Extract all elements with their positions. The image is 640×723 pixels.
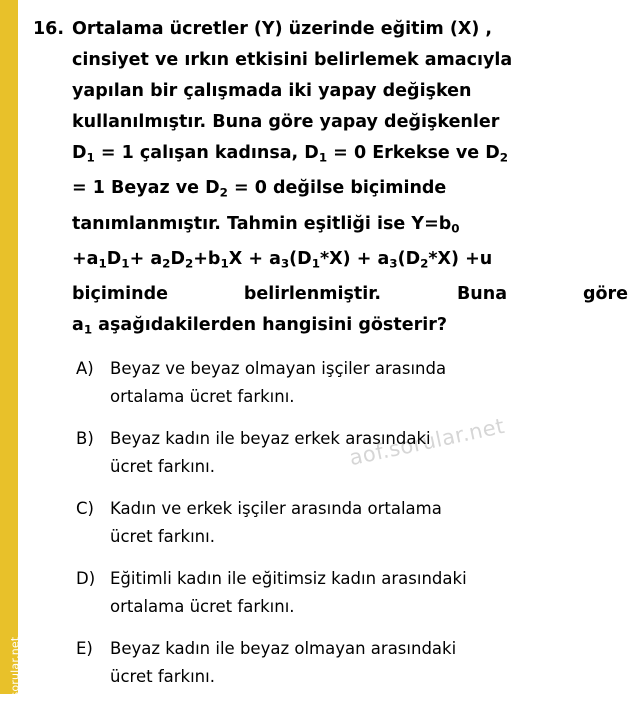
q8-i: +b <box>193 248 221 269</box>
question-number: 16. <box>32 19 64 39</box>
option-b[interactable] <box>76 425 628 481</box>
option-e-line-1: Beyaz kadın ile beyaz olmayan arasındaki <box>110 639 457 658</box>
question-line-3 <box>72 76 628 107</box>
option-c-line-2: ücret farkını. <box>110 527 215 546</box>
option-c[interactable] <box>76 495 628 551</box>
option-a-line-2: ortalama ücret farkını. <box>110 387 295 406</box>
q6-a: = 1 Beyaz ve D <box>72 178 220 199</box>
question-line-4-text: kullanılmıştır. Buna göre yapay değişkenler <box>72 112 500 132</box>
q10-c: aşağıdakilerden hangisini gösterir? <box>92 315 447 336</box>
q8-o: *X) + a <box>319 248 390 269</box>
q8-m: (D <box>289 248 312 269</box>
question-line-9-text: biçiminde belirlenmiştir. Buna göre <box>72 284 628 305</box>
q8-s: *X) +u <box>428 248 493 269</box>
q8-d: 1 <box>121 256 130 271</box>
q8-h: 2 <box>184 256 194 271</box>
question-line-6 <box>72 173 628 208</box>
q8-c: D <box>106 248 122 269</box>
q8-f: 2 <box>162 256 171 271</box>
page-edge-strip <box>0 0 22 719</box>
option-a[interactable] <box>76 355 628 411</box>
option-a-letter: A) <box>76 359 94 378</box>
q8-l: 3 <box>280 256 290 271</box>
q8-k: X + a <box>228 248 281 269</box>
option-b-letter: B) <box>76 429 94 448</box>
option-b-line-2: ücret farkını. <box>110 457 215 476</box>
edge-watermark-label: aof.sorular.net <box>8 636 22 719</box>
option-d-line-1: Eğitimli kadın ile eğitimsiz kadın arasındaki <box>110 569 467 588</box>
q8-q: (D <box>397 248 421 269</box>
q8-g: D <box>170 248 185 269</box>
option-e-letter: E) <box>76 639 93 658</box>
question-line-2 <box>72 45 628 76</box>
page-watermark: aof.sorular.net <box>347 413 507 471</box>
option-e-line-2: ücret farkını. <box>110 667 215 686</box>
option-a-line-1: Beyaz ve beyaz olmayan işçiler arasında <box>110 359 447 378</box>
question-line-10 <box>72 310 628 345</box>
option-b-line-1: Beyaz kadın ile beyaz erkek arasındaki <box>110 429 431 448</box>
q8-p: 3 <box>389 256 398 271</box>
question-line-2-text: cinsiyet ve ırkın etkisini belirlemek amacıyla <box>72 50 513 70</box>
option-b-text <box>110 425 628 481</box>
question-line-3-text: yapılan bir çalışmada iki yapay değişken <box>72 81 472 101</box>
q8-a: +a <box>72 248 99 269</box>
q7-a: tanımlanmıştır. Tahmin eşitliği ise Y=b <box>72 213 452 234</box>
q5-e: = 0 Erkekse ve D <box>327 143 500 163</box>
q7-sub1: 0 <box>451 220 460 235</box>
option-e-text <box>110 635 628 691</box>
option-d-line-2: ortalama ücret farkını. <box>110 597 295 616</box>
q8-b: 1 <box>98 256 107 271</box>
question-line-1 <box>72 14 628 45</box>
option-d[interactable] <box>76 565 628 621</box>
q5-sub3: 2 <box>499 150 509 165</box>
question-line-1-text: Ortalama ücretler (Y) üzerinde eğitim (X) , <box>72 19 493 39</box>
exam-page <box>18 0 640 694</box>
option-a-text <box>110 355 628 411</box>
q6-c: = 0 değilse biçiminde <box>227 178 447 199</box>
question-line-5 <box>72 138 628 173</box>
q8-r: 2 <box>420 256 429 271</box>
q10-a: a <box>72 315 84 336</box>
question-block <box>28 14 628 346</box>
option-c-letter: C) <box>76 499 94 518</box>
option-e[interactable] <box>76 635 628 691</box>
q10-sub: 1 <box>83 322 93 337</box>
options-list <box>76 355 628 705</box>
question-line-8 <box>72 244 628 279</box>
option-d-letter: D) <box>76 569 96 588</box>
question-text <box>72 14 628 346</box>
q8-j: 1 <box>220 256 229 271</box>
q5-sub1: 1 <box>86 150 95 165</box>
q5-a: D <box>72 143 87 163</box>
q8-n: 1 <box>311 256 320 271</box>
question-line-4 <box>72 107 628 138</box>
question-line-7 <box>72 209 628 244</box>
q5-sub2: 1 <box>318 150 328 165</box>
option-c-line-1: Kadın ve erkek işçiler arasında ortalama <box>110 499 442 518</box>
option-d-text <box>110 565 628 621</box>
q5-c: = 1 çalışan kadınsa, D <box>94 143 319 163</box>
q8-e: + a <box>129 248 163 269</box>
option-c-text <box>110 495 628 551</box>
q6-sub1: 2 <box>219 185 228 200</box>
question-line-9 <box>72 279 628 310</box>
